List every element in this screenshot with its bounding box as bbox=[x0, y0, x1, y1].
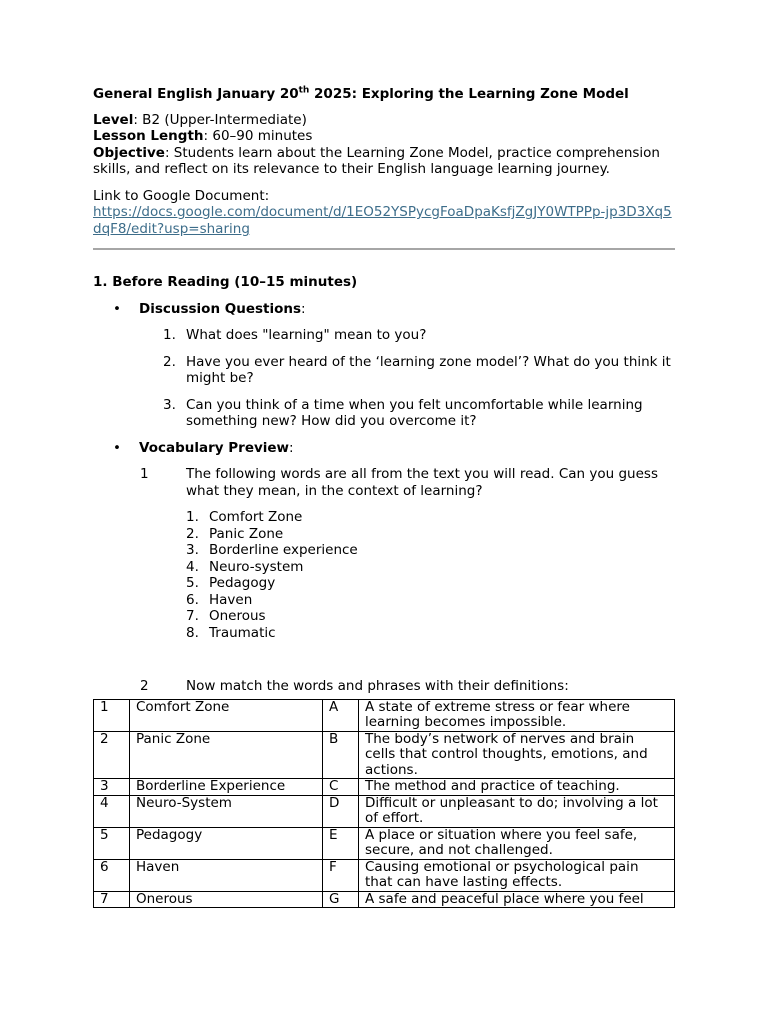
letter-cell: E bbox=[323, 827, 359, 859]
discussion-question bbox=[93, 327, 675, 344]
vocab-number: 7. bbox=[186, 608, 199, 624]
word-cell: Pedagogy bbox=[130, 827, 323, 859]
vocab-term: Traumatic bbox=[209, 624, 276, 641]
vocab-number: 2. bbox=[186, 525, 199, 542]
table-row bbox=[94, 779, 675, 796]
vocab-term: Comfort Zone bbox=[209, 509, 303, 525]
vocab-word bbox=[93, 559, 675, 576]
vocab-term: Onerous bbox=[209, 608, 266, 624]
horizontal-divider bbox=[93, 248, 675, 250]
vocab-word bbox=[93, 526, 675, 543]
vocab-number: 8. bbox=[186, 624, 199, 641]
word-cell: Borderline Experience bbox=[130, 779, 323, 796]
letter-cell: B bbox=[323, 731, 359, 779]
question-number: 2. bbox=[163, 353, 176, 370]
lesson-meta bbox=[93, 112, 675, 178]
vocab-word bbox=[93, 575, 675, 592]
vocab-term: Haven bbox=[209, 591, 253, 608]
vocab-word-list bbox=[93, 509, 675, 641]
matching-table bbox=[93, 699, 675, 909]
question-number: 3. bbox=[163, 396, 176, 413]
table-row bbox=[94, 699, 675, 731]
bullet-icon: • bbox=[113, 300, 121, 317]
letter-cell: F bbox=[323, 859, 359, 891]
word-cell: Comfort Zone bbox=[130, 699, 323, 731]
vocab-word bbox=[93, 509, 675, 526]
letter-cell: D bbox=[323, 795, 359, 827]
table-row bbox=[94, 795, 675, 827]
word-cell: Panic Zone bbox=[130, 731, 323, 779]
discussion-question bbox=[93, 397, 675, 430]
definition-cell: Difficult or unpleasant to do; involving a lot of effort. bbox=[359, 795, 675, 827]
vocab-term: Borderline experience bbox=[209, 542, 358, 558]
section-heading: 1. Before Reading (10–15 minutes) bbox=[93, 274, 358, 290]
objective-line: Objective: Students learn about the Learning Zone Model, practice comprehension skills, and reflect on its relevance to their English language learning journey. bbox=[93, 144, 660, 177]
definition-cell: A safe and peaceful place where you feel bbox=[359, 891, 675, 908]
link-label: Link to Google Document: bbox=[93, 187, 270, 204]
row-number-cell: 2 bbox=[94, 731, 130, 779]
definition-cell: A place or situation where you feel safe, secure, and not challenged. bbox=[359, 827, 675, 859]
vocab-word bbox=[93, 592, 675, 609]
vocab-term: Pedagogy bbox=[209, 575, 276, 591]
vocab-number: 4. bbox=[186, 558, 199, 575]
vocab-number: 5. bbox=[186, 575, 199, 591]
page-title: General English January 20th 2025: Exploring the Learning Zone Model bbox=[93, 85, 629, 102]
bullet-icon: • bbox=[113, 439, 121, 456]
table-row bbox=[94, 891, 675, 908]
level-line: Level: B2 (Upper-Intermediate) bbox=[93, 111, 307, 128]
letter-cell: A bbox=[323, 699, 359, 731]
row-number-cell: 7 bbox=[94, 891, 130, 908]
row-number-cell: 5 bbox=[94, 827, 130, 859]
table-row bbox=[94, 827, 675, 859]
vocab-number: 1. bbox=[186, 509, 199, 525]
vocab-task-2: 2 Now match the words and phrases with their definitions: bbox=[140, 678, 569, 694]
title-superscript: th bbox=[298, 85, 310, 96]
word-cell: Neuro-System bbox=[130, 795, 323, 827]
word-cell: Haven bbox=[130, 859, 323, 891]
vocab-word bbox=[93, 608, 675, 625]
discussion-question bbox=[93, 354, 675, 387]
vocab-term: Panic Zone bbox=[209, 525, 284, 542]
vocab-word bbox=[93, 625, 675, 642]
table-row bbox=[94, 731, 675, 779]
vocab-number: 6. bbox=[186, 591, 199, 608]
row-number-cell: 1 bbox=[94, 699, 130, 731]
document-body bbox=[93, 86, 675, 908]
row-number-cell: 3 bbox=[94, 779, 130, 796]
question-text: Can you think of a time when you felt uncomfortable while learning something new? How did you overcome it? bbox=[186, 396, 643, 429]
word-cell: Onerous bbox=[130, 891, 323, 908]
discussion-bullet: • Discussion Questions: bbox=[113, 300, 306, 317]
question-number: 1. bbox=[163, 327, 176, 343]
row-number-cell: 4 bbox=[94, 795, 130, 827]
vocab-bullet: • Vocabulary Preview: bbox=[113, 439, 294, 456]
google-doc-link[interactable]: https://docs.google.com/document/d/1EO52YSPycgFoaDpaKsfjZgJY0WTPPp-jp3D3Xq5dqF8/edit?usp=sharing bbox=[93, 204, 672, 237]
row-number-cell: 6 bbox=[94, 859, 130, 891]
discussion-questions bbox=[93, 327, 675, 430]
letter-cell: G bbox=[323, 891, 359, 908]
vocab-number: 3. bbox=[186, 542, 199, 558]
definition-cell: The method and practice of teaching. bbox=[359, 779, 675, 796]
definition-cell: Causing emotional or psychological pain that can have lasting effects. bbox=[359, 859, 675, 891]
lesson-length-line: Lesson Length: 60–90 minutes bbox=[93, 128, 313, 144]
table-row bbox=[94, 859, 675, 891]
vocab-term: Neuro-system bbox=[209, 558, 304, 575]
letter-cell: C bbox=[323, 779, 359, 796]
question-text: What does "learning" mean to you? bbox=[186, 327, 427, 343]
question-text: Have you ever heard of the ‘learning zone model’? What do you think it might be? bbox=[186, 353, 671, 386]
vocab-task-1: 1 The following words are all from the text you will read. Can you guess what they mean, in the context of learning? bbox=[140, 466, 658, 499]
vocab-word bbox=[93, 542, 675, 559]
definition-cell: The body’s network of nerves and brain cells that control thoughts, emotions, and actions. bbox=[359, 731, 675, 779]
definition-cell: A state of extreme stress or fear where learning becomes impossible. bbox=[359, 699, 675, 731]
